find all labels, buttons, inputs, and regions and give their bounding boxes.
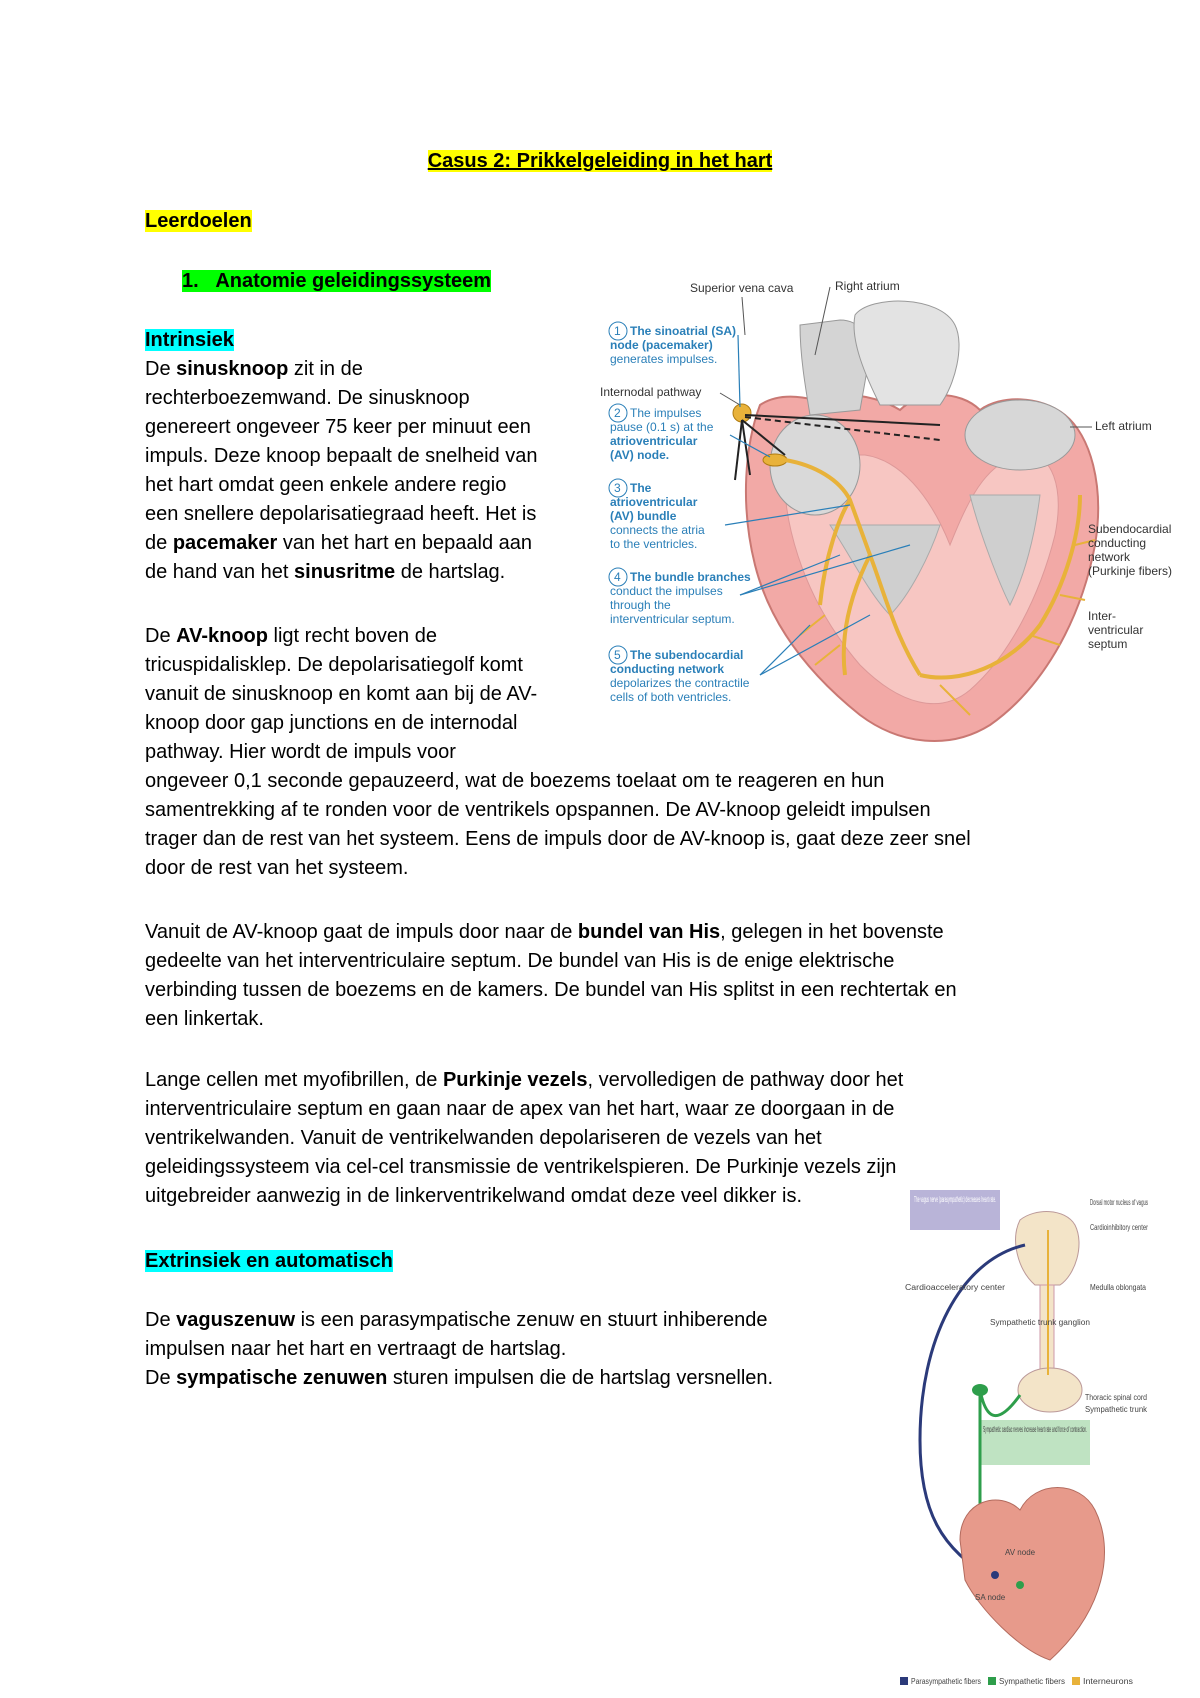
- svg-text:atrioventricular: atrioventricular: [610, 434, 698, 448]
- svg-text:pause (0.1 s) at the: pause (0.1 s) at the: [610, 420, 714, 434]
- line: tricuspidalisklep. De depolarisatiegolf komt: [145, 654, 523, 676]
- svg-text:3: 3: [614, 481, 621, 495]
- label-symp-trunk: Sympathetic trunk: [1085, 1405, 1148, 1414]
- aorta: [854, 301, 959, 405]
- section-leerdoelen: [145, 207, 252, 236]
- label-cardioacc: Cardioacceleratory center: [905, 1283, 1006, 1292]
- left-atrium: [965, 400, 1075, 470]
- line: de pacemaker van het hart en bepaald aan: [145, 532, 532, 554]
- line: trager dan de rest van het systeem. Eens de impuls door de AV-knoop is, gaat deze zeer snel: [145, 828, 971, 850]
- line: samentrekking af te ronden voor de ventrikels opspannen. De AV-knoop geleidt impulsen: [145, 799, 931, 821]
- legend-inter: Interneurons: [1083, 1677, 1133, 1686]
- line: impulsen naar het hart en vertraagt de hartslag.: [145, 1338, 567, 1360]
- label-medulla: Medulla oblongata: [1090, 1283, 1147, 1292]
- line: verbinding tussen de boezems en de kamers. De bundel van His splitst in een rechtertak en: [145, 979, 957, 1001]
- svg-text:The impulses: The impulses: [630, 406, 702, 420]
- label-subendocardial: [1088, 522, 1172, 578]
- line: ongeveer 0,1 seconde gepauzeerd, wat de boezems toelaat om te reageren en hun: [145, 770, 885, 792]
- leerdoelen-heading: Leerdoelen: [145, 210, 252, 232]
- step-2: [609, 404, 714, 462]
- svg-text:network: network: [1088, 550, 1131, 564]
- line: ventrikelwanden. Vanuit de ventrikelwanden depolariseren de vezels van het: [145, 1127, 822, 1149]
- legend-swatch-para: [900, 1677, 908, 1685]
- svg-text:depolarizes the contractile: depolarizes the contractile: [610, 676, 750, 690]
- av-node-dot: [1016, 1581, 1024, 1589]
- line: door de rest van het systeem.: [145, 857, 409, 879]
- label-thoracic: Thoracic spinal cord: [1085, 1393, 1147, 1402]
- svg-text:Inter-: Inter-: [1088, 609, 1117, 623]
- vagus-box-text: The vagus nerve (parasympathetic) decreases heart rate.: [914, 1195, 996, 1204]
- label-svc: Superior vena cava: [690, 281, 794, 295]
- svg-text:The: The: [630, 481, 652, 495]
- svg-text:to the ventricles.: to the ventricles.: [610, 537, 698, 551]
- heart-drawing: [960, 1488, 1105, 1661]
- svg-text:5: 5: [614, 648, 621, 662]
- numbered-label: Anatomie geleidingssysteem: [215, 270, 492, 292]
- paragraph-vagus: [145, 1306, 885, 1393]
- label-la: Left atrium: [1095, 419, 1152, 433]
- line: geleidingssysteem via cel-cel transmissie de ventrikelspieren. De Purkinje vezels zijn: [145, 1156, 897, 1178]
- line: impuls. Deze knoop bepaalt de snelheid van: [145, 445, 538, 467]
- paragraph-sinusknoop: [145, 355, 595, 587]
- label-dorsal: Dorsal motor nucleus of vagus: [1090, 1198, 1148, 1207]
- line: Lange cellen met myofibrillen, de Purkinje vezels, vervolledigen de pathway door het: [145, 1069, 904, 1091]
- title-text: Casus 2: Prikkelgeleiding in het hart: [427, 150, 773, 172]
- svg-text:interventricular septum.: interventricular septum.: [610, 612, 735, 626]
- line: De vaguszenuw is een parasympatische zenuw en stuurt inhiberende: [145, 1309, 768, 1331]
- label-ra: Right atrium: [835, 279, 900, 293]
- av-node-label: AV node: [1005, 1548, 1036, 1557]
- svg-text:conducting network: conducting network: [610, 662, 724, 676]
- line: genereert ongeveer 75 keer per minuut een: [145, 416, 531, 438]
- svg-text:The sinoatrial (SA): The sinoatrial (SA): [630, 324, 737, 338]
- heart-conduction-figure: [600, 279, 1180, 755]
- right-atrium-cavity: [770, 415, 860, 515]
- svg-text:4: 4: [614, 570, 621, 584]
- svg-text:through the: through the: [610, 598, 671, 612]
- label-interventricular-septum: [1088, 609, 1143, 651]
- line: het hart omdat geen enkele andere regio: [145, 474, 507, 496]
- line: pathway. Hier wordt de impuls voor: [145, 741, 456, 763]
- svg-text:generates impulses.: generates impulses.: [610, 352, 718, 366]
- leader-internodal: [720, 393, 740, 405]
- svg-text:The bundle branches: The bundle branches: [630, 570, 751, 584]
- svg-text:(AV) bundle: (AV) bundle: [610, 509, 677, 523]
- line: uitgebreider aanwezig in de linkerventrikelwand omdat deze veel dikker is.: [145, 1185, 803, 1207]
- spinal-cord-section: [1018, 1368, 1082, 1412]
- label-symp-ganglion: Sympathetic trunk ganglion: [990, 1318, 1090, 1327]
- svg-text:The subendocardial: The subendocardial: [630, 648, 744, 662]
- step-1: [609, 322, 736, 366]
- legend-swatch-symp: [988, 1677, 996, 1685]
- intrinsiek-label: Intrinsiek: [145, 329, 234, 351]
- svg-text:connects the atria: connects the atria: [610, 523, 705, 537]
- line: De sympatische zenuwen sturen impulsen die de hartslag versnellen.: [145, 1367, 774, 1389]
- svg-text:(Purkinje fibers): (Purkinje fibers): [1088, 564, 1173, 578]
- line: De sinusknoop zit in de: [145, 358, 363, 380]
- label-internodal: Internodal pathway: [600, 385, 702, 399]
- step-3: [609, 479, 705, 551]
- page-title: [0, 147, 1200, 176]
- legend-swatch-inter: [1072, 1677, 1080, 1685]
- svg-text:1: 1: [614, 324, 621, 338]
- svg-text:node (pacemaker): node (pacemaker): [610, 338, 713, 352]
- line: gedeelte van het interventriculaire septum. De bundel van His is de enige elektrische: [145, 950, 895, 972]
- leader-svc: [742, 297, 745, 335]
- number: 1.: [182, 270, 199, 292]
- legend: [900, 1677, 1133, 1686]
- svg-text:2: 2: [614, 406, 621, 420]
- svg-text:conduct the impulses: conduct the impulses: [610, 584, 723, 598]
- numbered-heading-text: [182, 270, 491, 292]
- svg-text:(AV) node.: (AV) node.: [610, 448, 670, 462]
- line: een snellere depolarisatiegraad heeft. Het is: [145, 503, 537, 525]
- svg-text:ventricular: ventricular: [1088, 623, 1144, 637]
- svg-text:septum: septum: [1088, 637, 1128, 651]
- svg-text:conducting: conducting: [1088, 536, 1147, 550]
- line: rechterboezemwand. De sinusknoop: [145, 387, 470, 409]
- paragraph-bundel-his: [145, 918, 1095, 1034]
- svg-text:cells of both ventricles.: cells of both ventricles.: [610, 690, 732, 704]
- label-cardioinhib: Cardioinhibitory center: [1090, 1223, 1149, 1232]
- line: De AV-knoop ligt recht boven de: [145, 625, 437, 647]
- legend-symp: Sympathetic fibers: [999, 1677, 1065, 1686]
- autonomic-innervation-figure: [900, 1190, 1150, 1690]
- line: een linkertak.: [145, 1008, 264, 1030]
- extrinsiek-label: Extrinsiek en automatisch: [145, 1250, 393, 1272]
- sympathetic-box-text: Sympathetic cardiac nerves increase heart rate and force of contraction.: [983, 1425, 1087, 1434]
- numbered-heading: [182, 267, 491, 296]
- legend-para: Parasympathetic fibers: [911, 1677, 981, 1686]
- line: Vanuit de AV-knoop gaat de impuls door naar de bundel van His, gelegen in het bovenste: [145, 921, 944, 943]
- line: knoop door gap junctions en de internodal: [145, 712, 518, 734]
- extrinsiek-heading: [145, 1247, 393, 1276]
- step-4: [609, 568, 751, 626]
- intrinsiek-heading: [145, 326, 234, 355]
- line: de hand van het sinusritme de hartslag.: [145, 561, 506, 583]
- svg-text:atrioventricular: atrioventricular: [610, 495, 698, 509]
- line: interventriculaire septum en gaan naar de apex van het hart, waar ze doorgaan in de: [145, 1098, 895, 1120]
- svg-text:Subendocardial: Subendocardial: [1088, 522, 1172, 536]
- sa-node: [733, 404, 751, 422]
- step-5: [609, 646, 750, 704]
- sa-node-label: SA node: [975, 1593, 1006, 1602]
- sa-node-dot: [991, 1571, 999, 1579]
- line: vanuit de sinusknoop en komt aan bij de AV-: [145, 683, 538, 705]
